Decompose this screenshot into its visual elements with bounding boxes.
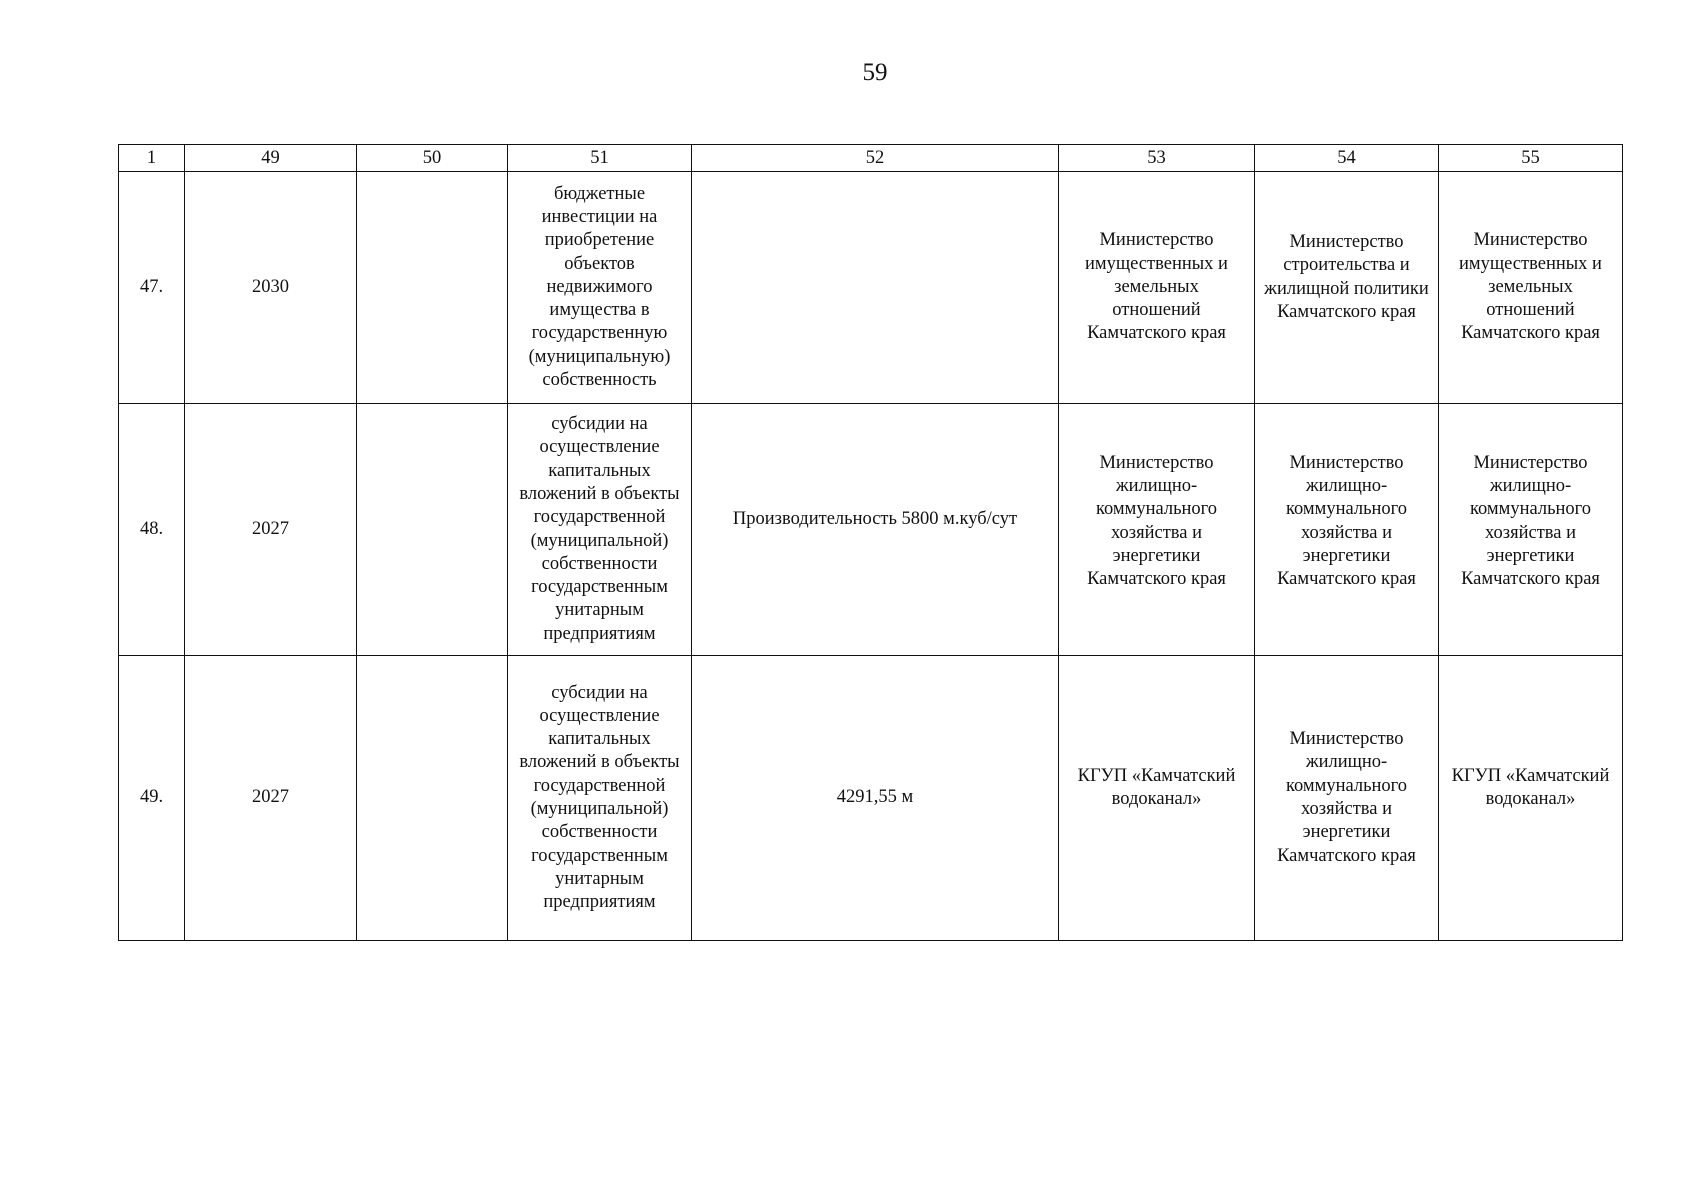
col55-cell bbox=[1439, 172, 1623, 404]
header-cell: 54 bbox=[1255, 145, 1439, 172]
col54-text: Министерство жилищно- коммунального хозяйства и энергетики Камчатского края bbox=[1277, 452, 1416, 590]
col55-text: Министерство имущественных и земельных отношений Камчатского края bbox=[1459, 230, 1602, 344]
row-number-cell: 49. bbox=[119, 656, 185, 941]
col53-text: Министерство жилищно- коммунального хозяйства и энергетики Камчатского края bbox=[1087, 452, 1226, 590]
col53-cell bbox=[1059, 172, 1255, 404]
col54-text: Министерство строительства и жилищной политики Камчатского края bbox=[1264, 231, 1429, 322]
col52-cell: 4291,55 м bbox=[692, 656, 1059, 941]
header-cell: 51 bbox=[508, 145, 692, 172]
col51-text: субсидии на осуществление капитальных вложений в объекты государственной (муниципальной) собственности государственным унитарным предприятиям bbox=[519, 414, 680, 644]
col53-text: КГУП «Камчатский водоканал» bbox=[1077, 765, 1236, 809]
col51-cell bbox=[508, 656, 692, 941]
col54-cell bbox=[1255, 172, 1439, 404]
col55-cell bbox=[1439, 404, 1623, 656]
year-cell: 2027 bbox=[185, 656, 357, 941]
col55-cell bbox=[1439, 656, 1623, 941]
col54-text: Министерство жилищно- коммунального хозяйства и энергетики Камчатского края bbox=[1277, 729, 1416, 866]
col50-cell bbox=[357, 172, 508, 404]
col51-text: субсидии на осуществление капитальных вложений в объекты государственной (муниципальной) собственности государственным унитарным предприятиям bbox=[519, 682, 680, 913]
col53-cell bbox=[1059, 656, 1255, 941]
header-cell: 52 bbox=[692, 145, 1059, 172]
header-cell: 53 bbox=[1059, 145, 1255, 172]
col52-cell bbox=[692, 404, 1059, 656]
col51-text: бюджетные инвестиции на приобретение объектов недвижимого имущества в государственную (муниципальную) собственность bbox=[528, 183, 671, 391]
col54-cell bbox=[1255, 656, 1439, 941]
table-header-row bbox=[119, 145, 1623, 172]
col52-cell bbox=[692, 172, 1059, 404]
col54-cell bbox=[1255, 404, 1439, 656]
col50-cell bbox=[357, 656, 508, 941]
header-cell: 50 bbox=[357, 145, 508, 172]
table-row bbox=[119, 656, 1623, 941]
col53-cell bbox=[1059, 404, 1255, 656]
col50-cell bbox=[357, 404, 508, 656]
header-cell: 55 bbox=[1439, 145, 1623, 172]
col52-text: Производительность 5800 м.куб/сут bbox=[732, 508, 1018, 529]
year-cell: 2027 bbox=[185, 404, 357, 656]
row-number-cell: 48. bbox=[119, 404, 185, 656]
col51-cell bbox=[508, 404, 692, 656]
col53-text: Министерство имущественных и земельных отношений Камчатского края bbox=[1085, 230, 1228, 344]
col55-text: Министерство жилищно- коммунального хозяйства и энергетики Камчатского края bbox=[1461, 452, 1600, 590]
year-cell: 2030 bbox=[185, 172, 357, 404]
col51-cell bbox=[508, 172, 692, 404]
col55-text: КГУП «Камчатский водоканал» bbox=[1451, 765, 1610, 809]
table-row bbox=[119, 404, 1623, 656]
header-cell: 49 bbox=[185, 145, 357, 172]
row-number-cell: 47. bbox=[119, 172, 185, 404]
header-cell: 1 bbox=[119, 145, 185, 172]
page-number: 59 bbox=[862, 59, 888, 86]
data-table bbox=[118, 144, 1623, 941]
table-row bbox=[119, 172, 1623, 404]
